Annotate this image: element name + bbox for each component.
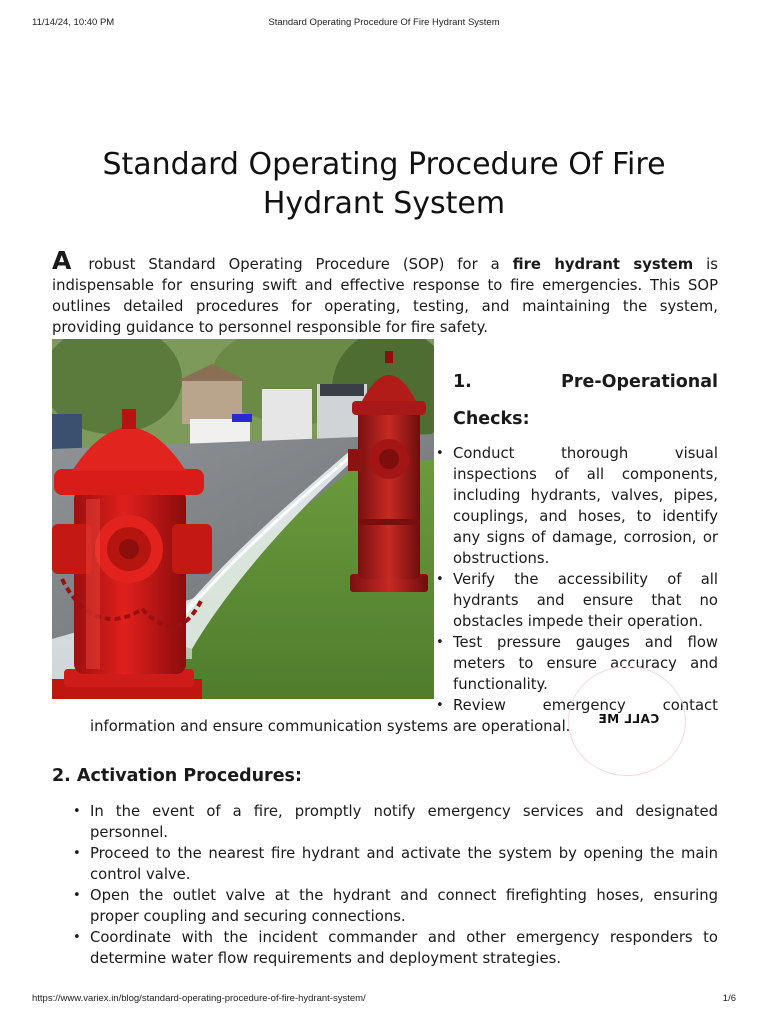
print-datetime: 11/14/24, 10:40 PM <box>32 17 115 28</box>
call-me-label[interactable]: CALL ME <box>598 712 660 726</box>
list-item: • Open the outlet valve at the hydrant and connect firefighting hoses, ensuring proper coupling and securing connections. <box>90 885 718 927</box>
last-item-word3: contact <box>662 697 718 714</box>
intro-paragraph <box>52 246 718 338</box>
section1-heading-word2: Checks: <box>453 409 530 429</box>
print-page-title: Standard Operating Procedure Of Fire Hydrant System <box>268 17 500 28</box>
print-footer <box>32 993 736 1007</box>
fire-hydrant-photo <box>52 339 434 699</box>
print-url[interactable]: https://www.variex.in/blog/standard-operating-procedure-of-fire-hydrant-system/ <box>32 993 366 1004</box>
list-item: • In the event of a fire, promptly notify emergency services and designated personnel. <box>90 801 718 843</box>
intro-dropcap: A <box>52 246 72 275</box>
intro-text-before: robust Standard Operating Procedure (SOP) for a <box>88 256 500 273</box>
article-title: Standard Operating Procedure Of Fire Hydrant System <box>102 147 666 221</box>
section1-number: 1. <box>453 372 472 392</box>
section1-heading <box>453 364 718 438</box>
last-item-word2: emergency <box>542 697 626 714</box>
print-header <box>32 17 736 31</box>
list-item: • Conduct thorough visual inspections of all components, including hydrants, valves, pipes, couplings, and hoses, to identify any signs of damage, corrosion, or obstructions. <box>453 443 718 569</box>
section1-heading-word1: Pre-Operational <box>561 372 718 392</box>
list-item: • Proceed to the nearest fire hydrant and activate the system by opening the main control valve. <box>90 843 718 885</box>
section2-heading: 2. Activation Procedures: <box>52 766 302 786</box>
list-item: • Verify the accessibility of all hydrants and ensure that no obstacles impede their operation. <box>453 569 718 632</box>
intro-text-after: is indispensable for ensuring swift and effective response to fire emergencies. This SOP outlines detailed procedures for operating, testing, and maintaining the system, providing guidance to personnel responsible for fire safety. <box>52 256 718 336</box>
section2-list <box>90 801 718 969</box>
intro-bold-link[interactable]: fire hydrant system <box>512 256 694 273</box>
page-number: 1/6 <box>722 993 736 1004</box>
section1-last-item-continued: information and ensure communication systems are operational. <box>90 718 571 735</box>
list-item: • Coordinate with the incident commander and other emergency responders to determine water flow requirements and deployment strategies. <box>90 927 718 969</box>
bullet-dot: • <box>436 698 444 713</box>
list-item: • Test pressure gauges and flow meters to ensure accuracy and functionality. <box>453 632 718 695</box>
last-item-word1: Review <box>453 697 506 714</box>
section1-list <box>453 443 718 695</box>
